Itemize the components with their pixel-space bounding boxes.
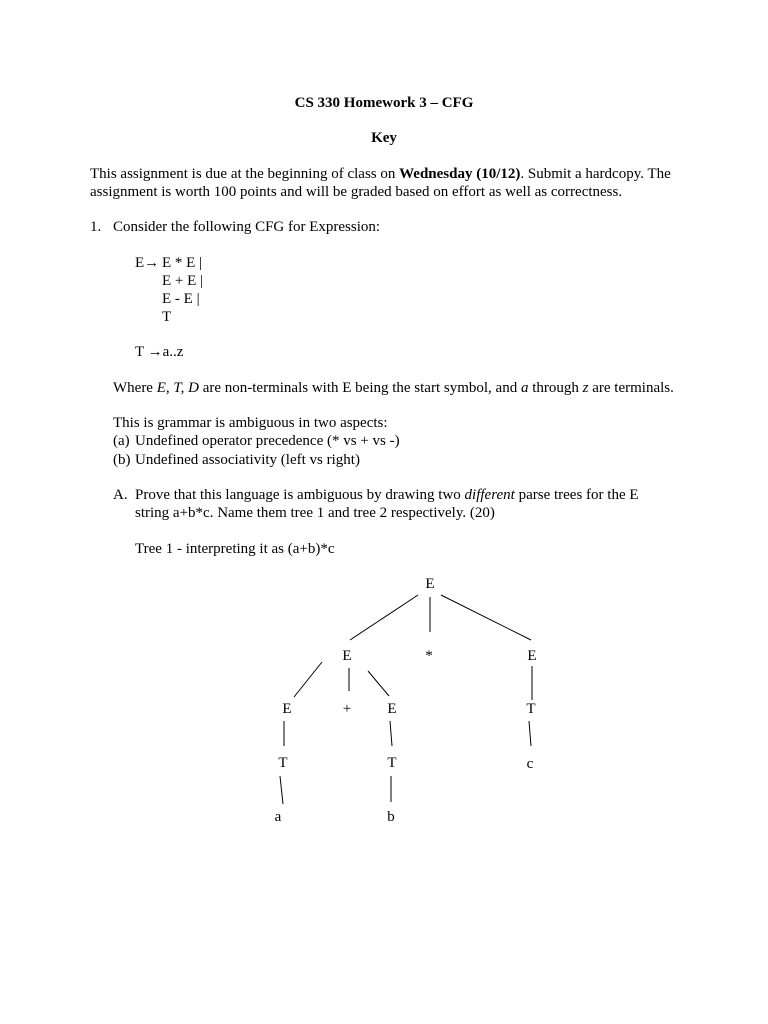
tree-node-e: E [282, 701, 292, 717]
tree-node-star: * [425, 648, 433, 664]
question-text: Consider the following CFG for Expression: [113, 219, 381, 235]
aspect-label: (a) [113, 433, 130, 449]
grammar-t-rule: T →a..z [135, 344, 184, 360]
tree-edge [350, 595, 418, 640]
grammar-rule-3: E - E | [162, 291, 200, 307]
page-subtitle: Key [371, 130, 397, 146]
grammar-rule-2: E + E | [162, 273, 204, 289]
tree-leaf-c: c [526, 756, 534, 772]
intro-line-1: This assignment is due at the beginning of class on Wednesday (10/12). Submit a hardcopy. The [90, 166, 671, 182]
tree-edge [280, 776, 283, 804]
question-number: 1. [90, 219, 102, 235]
tree-leaf-b: b [387, 809, 395, 825]
tree-node-t: T [526, 701, 536, 717]
part-a-label: A. [113, 487, 128, 503]
tree-edge [368, 671, 389, 696]
tree-node-plus: + [342, 701, 352, 717]
grammar-rule-1: E * E | [162, 255, 203, 271]
tree-edge [529, 721, 531, 746]
aspect-label: (b) [113, 452, 131, 468]
tree-edges [280, 595, 532, 804]
due-date: Wednesday (10/12) [399, 166, 521, 182]
tree-node-t: T [278, 755, 288, 771]
tree-node-root-e: E [425, 576, 435, 592]
tree-caption: Tree 1 - interpreting it as (a+b)*c [135, 541, 335, 557]
where-clause: Where E, T, D are non-terminals with E being the start symbol, and a through z are terminals. [113, 380, 674, 396]
tree-node-e: E [342, 648, 352, 664]
tree-leaf-a: a [274, 809, 282, 825]
aspect-text: Undefined operator precedence (* vs + vs -) [135, 433, 400, 449]
tree-node-e: E [527, 648, 537, 664]
grammar-rule-4: T [162, 309, 172, 325]
page-title: CS 330 Homework 3 – CFG [294, 95, 474, 111]
ambiguity-intro: This is grammar is ambiguous in two aspects: [113, 415, 388, 431]
grammar-lhs: E→ [135, 255, 160, 271]
aspect-text: Undefined associativity (left vs right) [135, 452, 360, 468]
tree-edge [390, 721, 392, 746]
tree-node-t: T [387, 755, 397, 771]
tree-edge [441, 595, 531, 640]
tree-node-e: E [387, 701, 397, 717]
part-a-line-2: string a+b*c. Name them tree 1 and tree 2 respectively. (20) [135, 505, 495, 521]
part-a-line-1: Prove that this language is ambiguous by drawing two different parse trees for the E [135, 487, 639, 503]
intro-line-2: assignment is worth 100 points and will be graded based on effort as well as correctness. [90, 184, 623, 200]
tree-edge [294, 662, 322, 697]
